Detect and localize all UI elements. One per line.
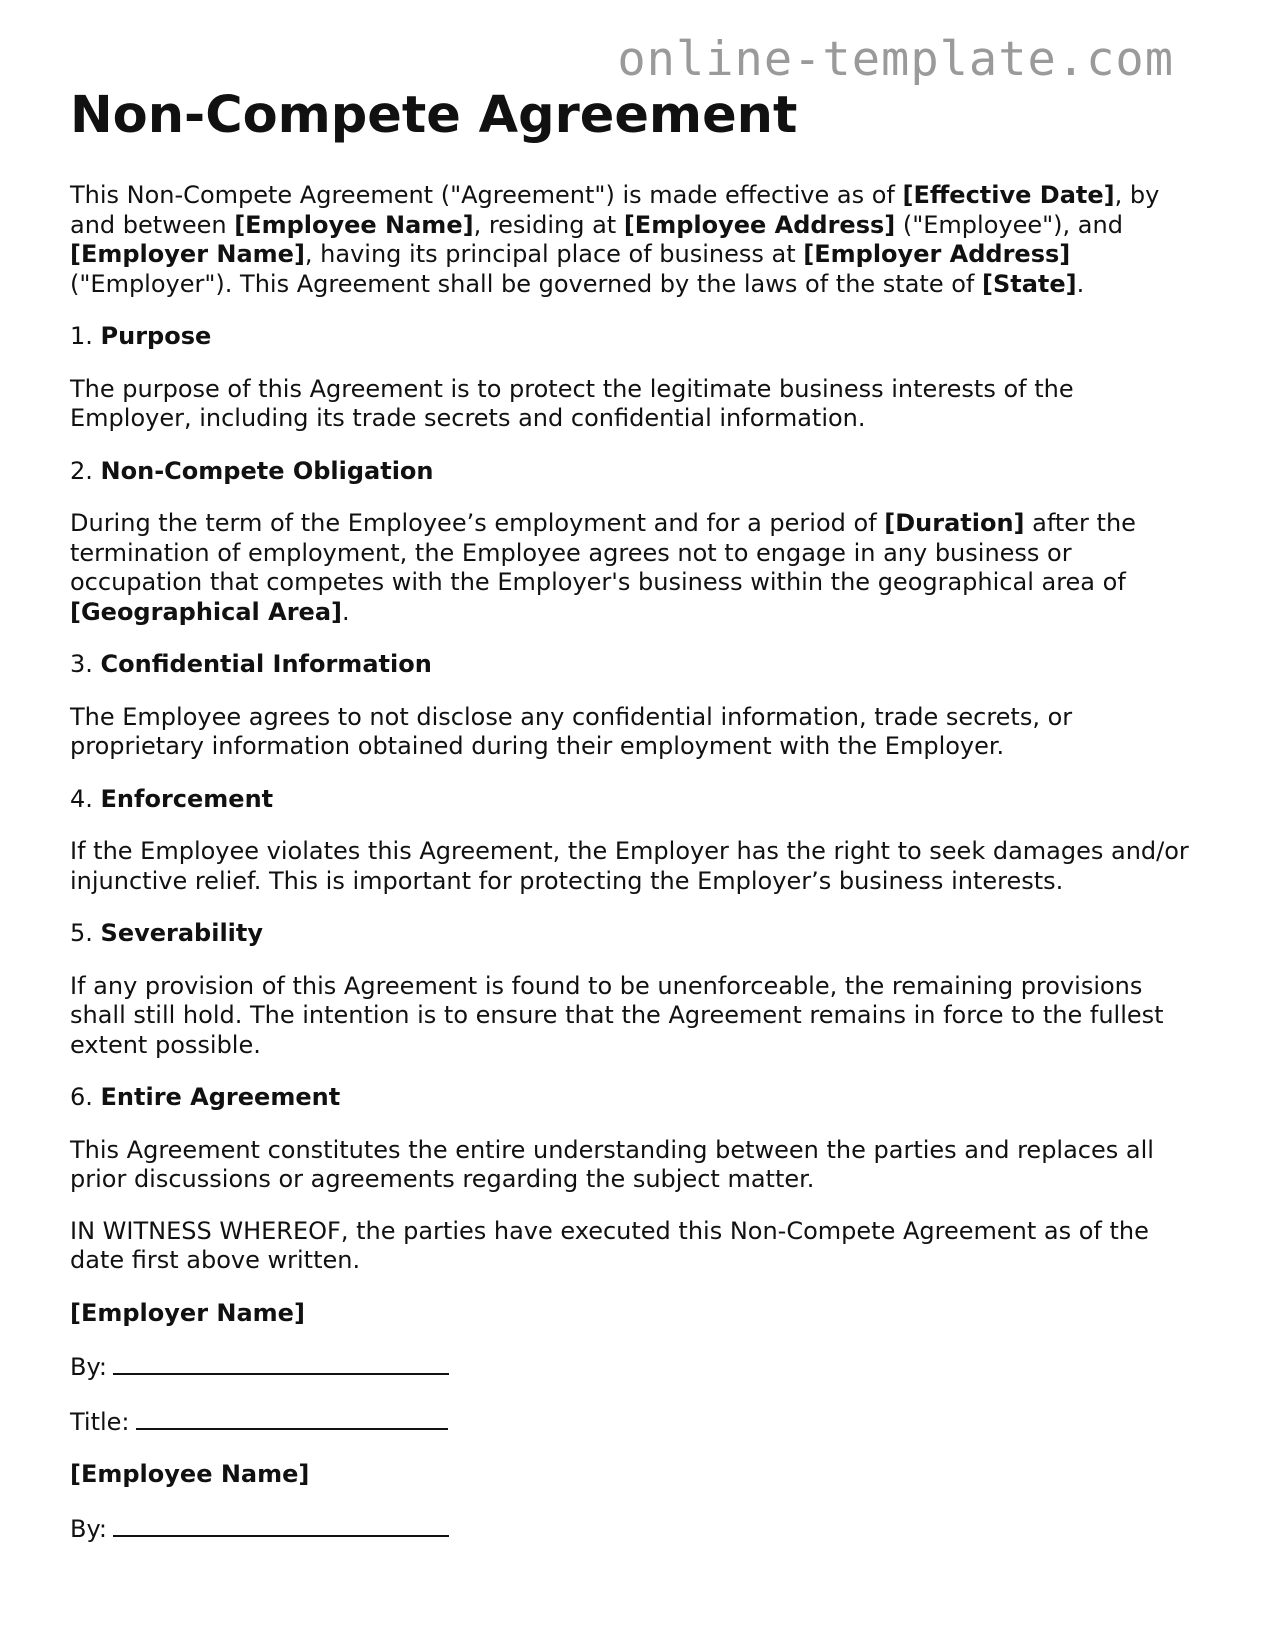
placeholder-employee-address: [Employee Address] bbox=[623, 210, 896, 239]
intro-text: This Non-Compete Agreement ("Agreement") is made effective as of bbox=[70, 181, 903, 209]
section-heading-confidential bbox=[70, 650, 1200, 680]
employee-signature-field[interactable] bbox=[113, 1513, 449, 1537]
section-title: Severability bbox=[100, 919, 264, 947]
section-title: Purpose bbox=[100, 322, 212, 350]
employee-name-label bbox=[70, 1460, 1200, 1490]
signature-party-name: [Employer Name] bbox=[70, 1298, 305, 1327]
intro-text: . bbox=[1076, 269, 1085, 298]
section-title: Entire Agreement bbox=[100, 1083, 341, 1111]
section-text: During the term of the Employee’s employment and for a period of bbox=[70, 509, 885, 537]
section-text-confidential: The Employee agrees to not disclose any confidential information, trade secrets, or proprietary information obtained during their employment with the Employer. bbox=[70, 702, 1073, 760]
section-heading-purpose bbox=[70, 322, 1200, 352]
section-text-enforcement: If the Employee violates this Agreement, the Employer has the right to seek damages and/or injunctive relief. This is important for protecting the Employer’s business interests. bbox=[70, 837, 1189, 895]
section-text-severability: If any provision of this Agreement is found to be unenforceable, the remaining provisions shall still hold. The intention is to ensure that the Agreement remains in force to the fullest extent possible. bbox=[70, 971, 1164, 1059]
employer-by-line bbox=[70, 1351, 1200, 1383]
section-heading-severability bbox=[70, 919, 1200, 949]
placeholder-effective-date: [Effective Date] bbox=[902, 181, 1115, 209]
intro-text: , by and between bbox=[70, 181, 1160, 239]
section-number: 6. bbox=[70, 1083, 101, 1111]
signature-party-name: [Employee Name] bbox=[70, 1460, 310, 1488]
section-heading-entire-agreement bbox=[70, 1083, 1200, 1113]
placeholder-duration: [Duration] bbox=[884, 509, 1025, 537]
section-heading-enforcement bbox=[70, 785, 1200, 815]
employer-signature-field[interactable] bbox=[113, 1351, 449, 1375]
placeholder-employer-name: [Employer Name] bbox=[70, 240, 305, 268]
section-title: Confidential Information bbox=[100, 650, 432, 678]
intro-text: ("Employer"). This Agreement shall be governed by the laws of the state of bbox=[70, 269, 982, 298]
section-number: 1. bbox=[70, 322, 101, 350]
intro-paragraph bbox=[70, 181, 1200, 299]
signature-title-label: Title: bbox=[70, 1407, 130, 1436]
employer-title-field[interactable] bbox=[136, 1406, 448, 1430]
section-title: Enforcement bbox=[100, 784, 274, 813]
employer-name-label bbox=[70, 1299, 1200, 1329]
section-heading-non-compete bbox=[70, 457, 1200, 487]
section-number: 3. bbox=[70, 650, 101, 678]
witness-statement: IN WITNESS WHEREOF, the parties have executed this Non-Compete Agreement as of the date first above written. bbox=[70, 1216, 1149, 1274]
intro-text: , having its principal place of business at bbox=[304, 240, 804, 268]
section-number: 4. bbox=[70, 784, 101, 813]
section-number: 2. bbox=[70, 456, 101, 485]
employer-title-line bbox=[70, 1406, 1200, 1438]
section-title: Non-Compete Obligation bbox=[100, 456, 434, 485]
section-number: 5. bbox=[70, 919, 101, 947]
section-text: after the termination of employment, the Employee agrees not to engage in any business or occupation that competes with the Employer's business within the geographical area of bbox=[70, 509, 1136, 596]
document-body bbox=[70, 181, 1200, 1544]
section-text-entire-agreement: This Agreement constitutes the entire understanding between the parties and replaces all prior discussions or agreements regarding the subject matter. bbox=[70, 1135, 1154, 1193]
placeholder-employee-name: [Employee Name] bbox=[234, 210, 474, 239]
placeholder-geographical-area: [Geographical Area] bbox=[70, 597, 342, 626]
signature-by-label: By: bbox=[70, 1514, 108, 1543]
signature-by-label: By: bbox=[70, 1353, 108, 1381]
placeholder-employer-address: [Employer Address] bbox=[803, 240, 1071, 268]
section-text-purpose: The purpose of this Agreement is to protect the legitimate business interests of the Employer, including its trade secrets and confidential information. bbox=[70, 374, 1074, 432]
placeholder-state: [State] bbox=[982, 269, 1077, 298]
watermark: online-template.com bbox=[617, 32, 1174, 87]
intro-text: ("Employee"), and bbox=[895, 210, 1123, 239]
page-title: Non-Compete Agreement bbox=[70, 86, 798, 145]
section-text-non-compete bbox=[70, 509, 1200, 627]
section-text: . bbox=[342, 597, 350, 626]
employee-by-line bbox=[70, 1513, 1200, 1545]
intro-text: , residing at bbox=[473, 210, 624, 239]
